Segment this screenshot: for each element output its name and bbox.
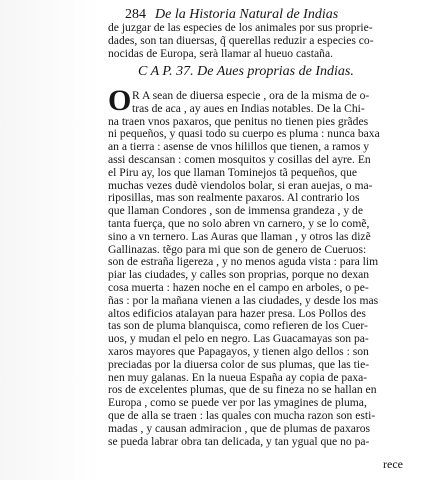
text-line: assi descansan : comen mosquitos y cosillas del ayre. En (108, 152, 371, 166)
text-line: ñas : por la mañana vienen a las ciudades, y desde los mas (108, 293, 379, 307)
running-title: De la Historia Natural de Indias (155, 7, 339, 22)
intro-paragraph (108, 22, 408, 60)
text-line: piar las ciudades, y calles son proprias, porque no dexan (108, 268, 370, 282)
text-line: altos edificios atalayan para hazer presa. Los Pollos des (108, 306, 366, 320)
text-line: se pueda labrar obra tan delicada, y tan ygual que no pa- (108, 434, 370, 448)
chapter-heading: C A P. 37. De Aues proprias de Indias. (138, 64, 354, 79)
text-line: preciadas por la diuersa color de sus plumas, que las tie- (108, 357, 370, 371)
text-line: madas , y causan admiracion , que de plumas de paxaros (108, 421, 371, 435)
text-line: xaros mayores que Papagayos, y tienen algo dellos : son (108, 344, 369, 358)
text-line: cosa muerta : hazen noche en el campo en arboles, o pe- (108, 280, 369, 294)
text-line: nen muy galanas. En la nueua España ay copia de paxa- (108, 370, 368, 384)
text-line: que de alla se traen : las quales con mucha razon son esti- (108, 408, 376, 422)
text-line: sino a vn ternero. Las Auras que llaman , y otros las dizẽ (108, 229, 371, 243)
page-number: 284 (125, 7, 146, 22)
text-line: ni pequeños, y quasi todo su cuerpo es pluma : nunca baxa (108, 127, 380, 141)
text-line: de juzgar de las especies de los animales por sus proprie- (108, 21, 373, 34)
text-line: dades, son tan diuersas, q̃ querellas reduzir a especies co- (108, 33, 374, 47)
text-line: riposillas, mas son realmente paxaros. Al contrario los (108, 191, 360, 205)
text-line: Europa , como se puede ver por las ymagines de pluma, (108, 396, 367, 410)
text-line: el Piru ay, los que llaman Tominejos tã pequeños, que (108, 165, 358, 179)
text-line: tas son de pluma blanquisca, como refieren de los Cuer- (108, 319, 368, 333)
page-gutter-shade (0, 0, 100, 480)
text-line: na traen vnos paxaros, que penitus no tienen pies grãdes (108, 114, 369, 128)
text-line: son de estraña ligereza , y no menos aguda vista : para lim (108, 255, 379, 269)
text-line: ros de excelentes plumas, que de su fineza no se hallan en (108, 383, 377, 397)
text-line: nocidas de Europa, serà llamar al hueuo castaña. (108, 46, 334, 60)
text-line: Gallinazas. tẽgo para mi que son de genero de Cueruos: (108, 242, 367, 256)
chapter-text (108, 90, 408, 448)
text-line: tras de aca , ay aues en Indias notables. De la Chi- (132, 101, 365, 115)
indented-lines (108, 90, 408, 116)
text-line: an a tierra : asense de vnos hilillos que tienen, a ramos y (108, 140, 370, 154)
catchword: rece (383, 457, 403, 471)
text-line: uos, y mudan el pelo en negro. Las Guacamayas son pa- (108, 332, 369, 346)
drop-cap: O (108, 84, 132, 117)
text-line: tanta fuerça, que no solo abren vn carnero, y se lo comẽ, (108, 216, 370, 230)
text-line: que llaman Condores , son de immensa grandeza , y de (108, 204, 363, 218)
text-line: R A sean de diuersa especie , ora de la misma de o- (132, 89, 370, 102)
text-line: muchas vezes dudè viendolos bolar, si eran auejas, o ma- (108, 178, 373, 192)
